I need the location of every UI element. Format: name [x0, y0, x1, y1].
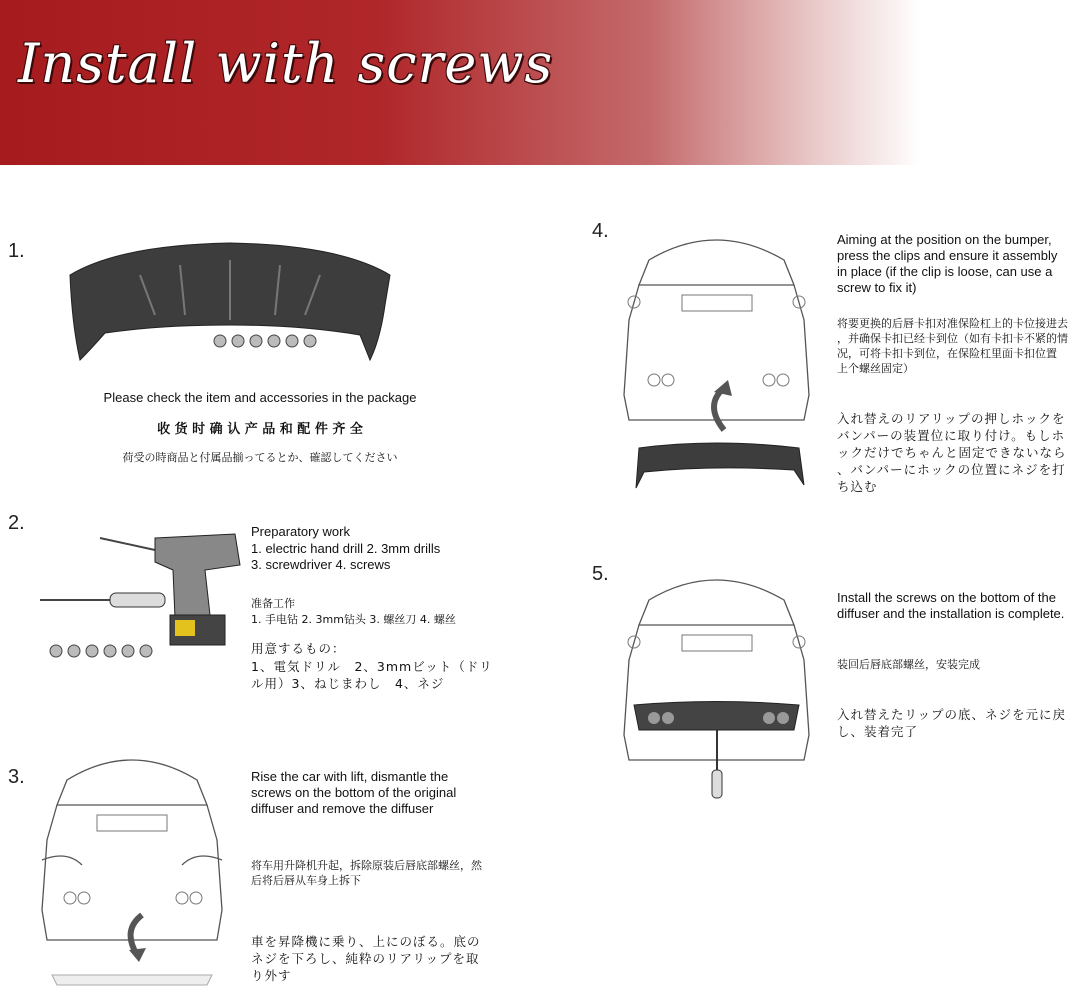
step-4-text-en: Aiming at the position on the bumper, press the clips and ensure it assembly in place (if the clip is loose, can use a screw to fix it)	[837, 232, 1058, 295]
step-1-caption-en: Please check the item and accessories in the package	[103, 390, 417, 405]
step-2-items-ja: 1、電気ドリル 2、3mmビット（ドリ ル用）3、ねじまわし 4、ネジ	[251, 659, 493, 691]
step-5-text-ja: 入れ替えたリップの底、ネジを元に戻 し、装着完了	[837, 707, 1067, 739]
car-rear-install-illustration	[604, 220, 829, 495]
step-2-title-zh: 准备工作	[251, 597, 295, 610]
screws-illustration	[212, 330, 322, 352]
step-5-number: 5.	[592, 563, 609, 585]
step-5-text-en: Install the screws on the bottom of the diffuser and the installation is complete.	[837, 590, 1065, 621]
step-1-number: 1.	[8, 240, 25, 262]
step-3-number: 3.	[8, 766, 25, 788]
step-3-text-ja: 車を昇降機に乗り、上にのぼる。底の ネジを下ろし、純粋のリアリップを取 り外す	[251, 934, 481, 983]
car-rear-complete-illustration	[604, 560, 829, 800]
step-3-text-zh: 将车用升降机升起，拆除原装后唇底部螺丝，然 后将后唇从车身上拆下	[251, 859, 482, 887]
step-2-items-en: 1. electric hand drill 2. 3mm drills 3. screwdriver 4. screws	[251, 541, 441, 572]
step-1-caption-ja: 荷受の時商品と付属品揃ってるとか、確認してください	[122, 451, 398, 464]
step-2-number: 2.	[8, 512, 25, 534]
step-1-caption-zh: 收 货 时 确 认 产 品 和 配 件 齐 全	[157, 422, 363, 437]
step-3-text-en: Rise the car with lift, dismantle the screws on the bottom of the original diffuser and remove the diffuser	[251, 769, 457, 816]
step-2-title-ja: 用意するもの：	[251, 641, 346, 656]
step-5-text-zh: 装回后唇底部螺丝，安装完成	[837, 658, 980, 671]
step-2-screws-illustration	[48, 640, 158, 662]
header-banner	[0, 0, 1084, 165]
banner-title: Install with screws	[18, 32, 554, 95]
step-4-text-ja: 入れ替えのリアリップの押しホックを バンパーの装置位に取り付け。もしホ ックだけでちゃんと固定できないなら 、バンパーにホックの位置にネジを打 ち込む	[837, 411, 1067, 494]
screwdriver-illustration	[40, 590, 170, 610]
step-4-number: 4.	[592, 220, 609, 242]
step-4-text-zh: 将要更换的后唇卡扣对准保险杠上的卡位接进去 ，并确保卡扣已经卡到位（如有卡扣卡不紧的情 况，可将卡扣卡到位，在保险杠里面卡扣位置 上个螺丝固定）	[837, 317, 1068, 375]
step-2-items-zh: 1. 手电钻 2. 3mm钻头 3. 螺丝刀 4. 螺丝	[251, 613, 456, 626]
drill-illustration	[95, 520, 245, 650]
car-rear-illustration	[22, 740, 242, 1000]
step-2-title: Preparatory work	[251, 524, 350, 539]
